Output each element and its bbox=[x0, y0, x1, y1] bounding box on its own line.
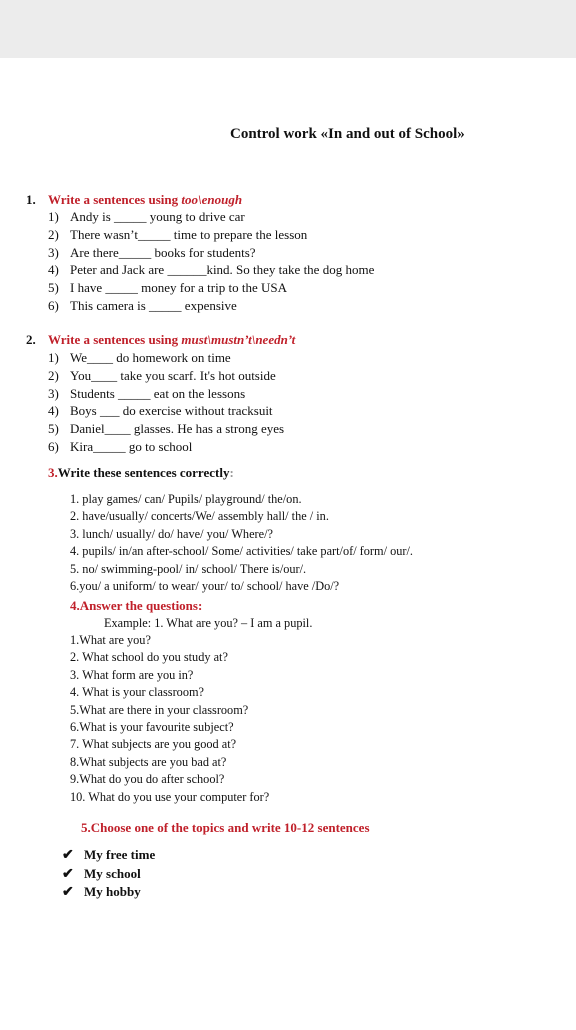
list-item: 6.you/ a uniform/ to wear/ your/ to/ school/ have /Do/? bbox=[70, 579, 340, 594]
top-bar bbox=[0, 0, 576, 58]
list-item: 2. What school do you study at? bbox=[70, 650, 228, 665]
section4-example: Example: 1. What are you? – I am a pupil. bbox=[104, 616, 313, 630]
section2-heading-text: Write a sentences using bbox=[48, 332, 179, 347]
section4-heading: 4.Answer the questions: bbox=[70, 598, 203, 613]
list-item: 3. lunch/ usually/ do/ have/ you/ Where/? bbox=[70, 526, 273, 541]
list-item: 9.What do you do after school? bbox=[70, 772, 225, 787]
list-item: 4. What is your classroom? bbox=[70, 685, 204, 700]
list-item: 1) We____ do homework on time bbox=[48, 350, 231, 365]
list-item: 4. pupils/ in/an after-school/ Some/ activities/ take part/of/ form/ our/. bbox=[70, 544, 413, 559]
list-item: 3) Students _____ eat on the lessons bbox=[48, 385, 246, 401]
list-item: 1. play games/ can/ Pupils/ playground/ the/on. bbox=[70, 492, 302, 506]
list-item: 4) Peter and Jack are ______kind. So they take the dog home bbox=[48, 262, 375, 278]
list-item: 2. have/usually/ concerts/We/ assembly hall/ the / in. bbox=[70, 509, 329, 524]
check-icon: ✔ bbox=[62, 885, 74, 900]
list-item: 6.What is your favourite subject? bbox=[70, 720, 234, 735]
list-item: 1) Andy is _____ young to drive car bbox=[48, 209, 245, 224]
section2-heading bbox=[26, 332, 295, 348]
list-item: 10. What do you use your computer for? bbox=[70, 789, 270, 804]
list-item: 7. What subjects are you good at? bbox=[70, 737, 237, 752]
list-item: 3) Are there_____ books for students? bbox=[48, 244, 256, 260]
list-item: 6) Kira_____ go to school bbox=[48, 438, 193, 454]
list-item: 5) Daniel____ glasses. He has a strong eyes bbox=[48, 421, 285, 437]
list-item: ✔ My free time bbox=[62, 847, 156, 863]
list-item: 5.What are there in your classroom? bbox=[70, 702, 249, 717]
list-item: 3. What form are you in? bbox=[70, 667, 194, 682]
section5-heading: 5.Choose one of the topics and write 10-12 sentences bbox=[81, 820, 370, 835]
check-icon: ✔ bbox=[62, 866, 74, 882]
section3-list bbox=[70, 491, 413, 595]
list-item: 2) There wasn’t_____ time to prepare the lesson bbox=[48, 226, 308, 242]
section1-heading bbox=[26, 192, 242, 208]
list-item: 8.What subjects are you bad at? bbox=[70, 754, 227, 769]
section4-list bbox=[70, 632, 269, 806]
check-icon: ✔ bbox=[62, 848, 74, 863]
section3-heading: 3.Write these sentences correctly: bbox=[48, 465, 234, 480]
list-item: 2) You____ take you scarf. It's hot outside bbox=[48, 367, 276, 383]
list-item: ✔ My hobby bbox=[62, 884, 141, 900]
page-title: Control work «In and out of School» bbox=[230, 126, 465, 142]
section1-heading-em: too\enough bbox=[181, 192, 243, 207]
list-item: 6) This camera is _____ expensive bbox=[48, 297, 237, 313]
section2-heading-em: must\mustn’t\needn’t bbox=[181, 332, 296, 347]
list-item: ✔ My school bbox=[62, 865, 141, 882]
list-item: 5. no/ swimming-pool/ in/ school/ There is/our/. bbox=[70, 561, 307, 576]
section1-list bbox=[48, 208, 374, 315]
section2-list bbox=[48, 349, 284, 456]
section5-topics bbox=[62, 846, 155, 902]
section2-number: 2. bbox=[26, 332, 36, 347]
list-item: 1.What are you? bbox=[70, 633, 151, 647]
section1-number: 1. bbox=[26, 192, 36, 207]
section1-heading-text: Write a sentences using bbox=[48, 192, 179, 207]
list-item: 4) Boys ___ do exercise without tracksuit bbox=[48, 403, 273, 419]
list-item: 5) I have _____ money for a trip to the USA bbox=[48, 280, 287, 296]
